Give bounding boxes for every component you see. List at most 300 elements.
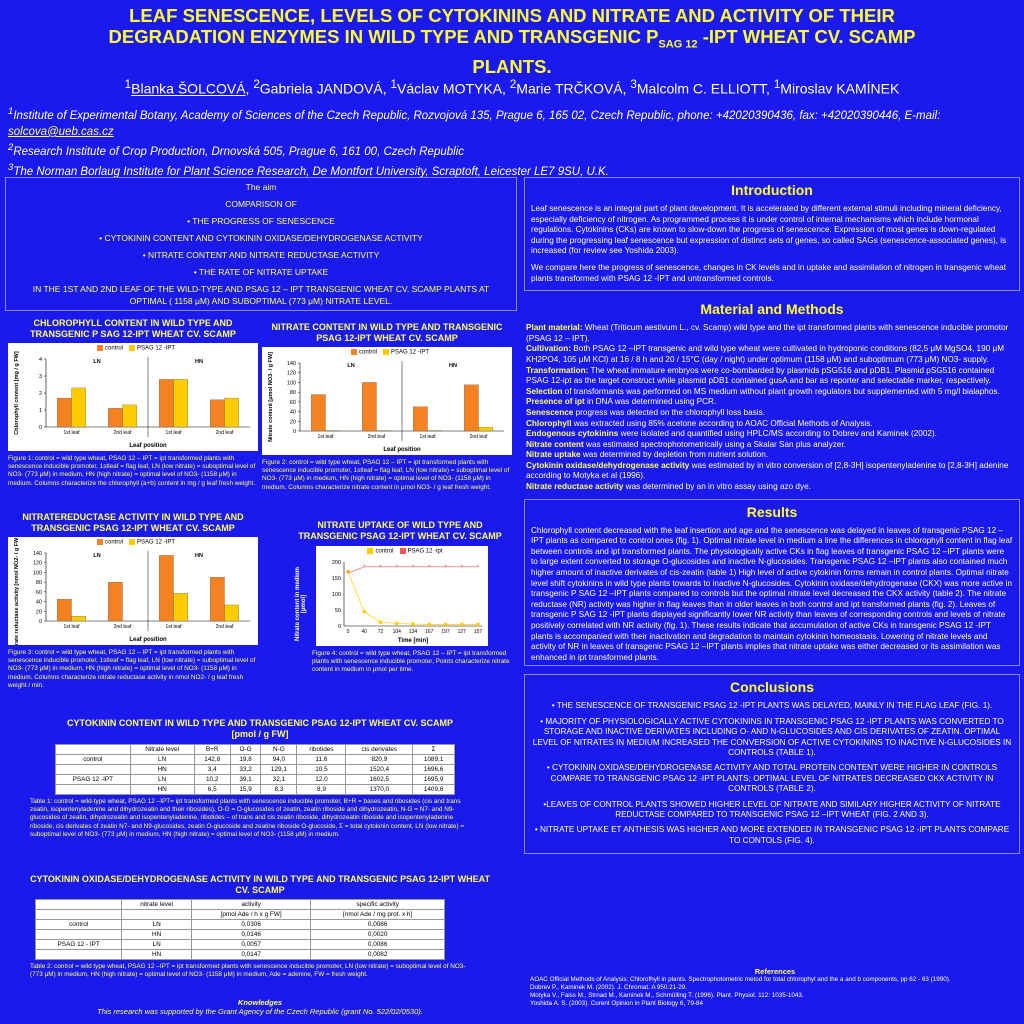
- author-6: Miroslav KAMÍNEK: [780, 80, 900, 97]
- affiliation-1: $^1$Institute of Experimental Botany, Academy of Sciences of the Czech Republic, Rozvojová 135, Prague 6, 165 02, Czech Republic, phone: +42020390436, fax: +42020390446, E-mail: solcova@ueb.cas.cz: [8, 106, 941, 138]
- table-2-caption: Table 2: control = wild type wheat, PSAG 12 –IPT = ipt transformed plants with senescence inducible promoter, LN (low nitrate) = suboptimal level of NO3- (773 μM) in medium, HN (high nitrate) = optimal level of NO3- (1158 μM) in medium, Ade = adenine, FW = fresh weight.: [30, 963, 466, 979]
- methods-heading: Material and Methods: [700, 301, 844, 318]
- x-tick-label: 1st leaf: [165, 624, 182, 630]
- x-tick-label: 134: [408, 629, 418, 635]
- table-1-title: CYTOKININ CONTENT IN WILD TYPE AND TRANSGENIC PSAG 12-IPT WHEAT CV. SCAMP: [66, 718, 454, 728]
- x-tick-label: 104: [392, 629, 401, 635]
- bar-control: [464, 385, 478, 431]
- point-ipt: *: [395, 564, 398, 571]
- methods-item-text: was estimated spectrophotometrically using a Skalar San plus analyzer.: [583, 439, 846, 449]
- legend-swatch-control: [97, 345, 103, 351]
- figure-2-caption: Figure 2: control = wild type wheat, PSAG 12 – IPT = ipt transformed plants with senescence inducible promoter, 1stleaf = flag leaf, LN (low nitrate) = suboptimal level of NO3- (773 μM) in medium, HN (high nitrate) = optimal level of NO3- (1158 μM) in medium. Columns characterize nitrate content in μmol NO3- / g leaf fresh weight.: [262, 459, 510, 491]
- y-tick-label: 80: [289, 390, 296, 397]
- methods-item-key: Chlorophyll: [526, 418, 572, 428]
- methods-item-text: The wheat immature embryos were co-bombarded by plasmids pSG516 and pDB1. Plasmid pSG516 contained PSAG 12-ipt as the target construct while plasmid pDB1 contained gusA and bar as reporter and selectable marker, respectively.: [526, 365, 995, 386]
- bar-ipt: [479, 427, 493, 431]
- methods-item-key: Plant material:: [526, 323, 583, 333]
- conclusions-heading: Conclusions: [729, 679, 814, 696]
- y-tick-label: 4: [38, 357, 42, 363]
- table-2-title: CYTOKININ OXIDASE/DEHYDROGENASE ACTIVITY IN WILD TYPE AND TRANSGENIC PSAG 12-IPT WHEAT CV. SCAMP: [30, 874, 490, 895]
- aim-item: • THE RATE OF NITRATE UPTAKE: [193, 267, 329, 277]
- methods-item: [526, 450, 1018, 461]
- figure-3-title: NITRATEREDUCTASE ACTIVITY IN WILD TYPE AND TRANSGENIC PSAG 12-IPT WHEAT CV. SCAMP: [22, 512, 244, 533]
- chart-svg: [316, 546, 488, 646]
- table-cell: [36, 930, 122, 940]
- bar-control: [362, 382, 376, 431]
- table-cell: 12,0: [297, 775, 346, 785]
- x-axis-label: Leaf position: [383, 447, 421, 453]
- table-cell: HN: [130, 765, 194, 775]
- y-tick-label: 60: [35, 589, 42, 596]
- aim-item: • NITRATE CONTENT AND NITRATE REDUCTASE ACTIVITY: [142, 250, 380, 260]
- title-line2b: -IPT WHEAT CV. SCAMP: [697, 26, 916, 47]
- table-cell: LN: [122, 920, 192, 930]
- figure-1: [8, 318, 258, 488]
- introduction-p1: Leaf senescence is an integral part of plant development. It is accelerated by different external stimuli including mineral deficiency, especially deficiency of nitrogen. As programmed process it is under control of internal mechanisms which include hormonal regulations. Cytokinins (CKs) are known to slow-down the progress of senescence. Expression of most genes is down-regulated during the progressing leaf senescence but expression of distinct sets of genes, so called SAGs (senescence-associated genes), is increased (for review see Yoshida 2003).: [531, 204, 1007, 256]
- table-cell: 10,5: [297, 765, 346, 775]
- table-cell: HN: [122, 950, 192, 960]
- table-header-cell: specific activity: [311, 900, 445, 910]
- figure-2-title: NITRATE CONTENT IN WILD TYPE AND TRANSGENIC PSAG 12-IPT WHEAT CV. SCAMP: [271, 322, 503, 343]
- methods-item-key: Endogenous cytokinins: [526, 429, 619, 439]
- methods-item: [526, 440, 1018, 451]
- legend-swatch-control: [367, 548, 373, 554]
- author-5: Malcolm C. ELLIOTT,: [636, 80, 774, 97]
- methods-item-text: in DNA was determined using PCR.: [584, 397, 717, 407]
- table-cell: 1602,5: [346, 775, 413, 785]
- aim-heading: The aim: [245, 182, 277, 192]
- table-header-row: [36, 910, 445, 920]
- authors: $^1$Blanka ŠOLCOVÁ, $^2$Gabriela JANDOVÁ, $^1$Václav MOTYKA, $^2$Marie TRČKOVÁ, $^3$Malcolm C. ELLIOTT, $^1$Miroslav KAMÍNEK: [124, 78, 900, 97]
- table-cell: 3,4: [194, 765, 230, 775]
- methods-item-text: of transformants was performed on MS medium without plant growth regulators but supplemented with 5 mg/l bialaphos.: [562, 386, 1000, 396]
- methods-item: [526, 408, 1018, 419]
- aim-footer: IN THE 1ST AND 2ND LEAF OF THE WILD-TYPE AND PSAG 12 – IPT TRANSGENIC WHEAT CV. SCAMP PLANTS AT OPTIMAL ( 1158 μM) AND SUBOPTIMAL (773 μM) NITRATE LEVEL.: [32, 284, 490, 306]
- methods-item: [526, 482, 1018, 493]
- legend-label-control: control: [358, 349, 377, 356]
- methods-item: [526, 397, 1018, 408]
- methods-item-text: Wheat (Triticum aestivum L., cv. Scamp) wild type and the ipt transformed plants with senescence inducible promotor (PSAG 12 – IPT).: [526, 323, 1009, 343]
- title-line3: PLANTS.: [472, 55, 552, 77]
- point-control: [395, 622, 398, 625]
- figure-4-ylabel-wrap: [294, 560, 308, 650]
- methods-item-key: Cytokinin oxidase/dehydrogenase activity: [526, 460, 690, 470]
- table-cell: PSAG 12 - IPT: [36, 940, 122, 950]
- x-tick-label: 1st leaf: [165, 430, 182, 436]
- conclusion-item: • THE SENESCENCE OF TRANSGENIC PSAG 12 -IPT PLANTS WAS DELAYED, MAINLY IN THE FLAG LEAF (FIG. 1).: [551, 701, 993, 711]
- figure-4-title: NITRATE UPTAKE OF WILD TYPE AND TRANSGENIC PSAG 12-IPT WHEAT CV. SCAMP: [298, 520, 502, 541]
- bar-control: [210, 577, 224, 621]
- bar-control: [210, 400, 224, 427]
- table-row: [36, 920, 445, 930]
- aim-subheading: COMPARISON OF: [225, 199, 297, 209]
- table-cell: 1089,1: [413, 755, 455, 765]
- legend-label-control: control: [104, 539, 123, 546]
- bar-ipt: [225, 398, 239, 427]
- table-row: [56, 755, 455, 765]
- table-header-cell: Σ: [413, 745, 455, 755]
- methods-item-key: Nitrate uptake: [526, 450, 581, 460]
- x-tick-label: 0: [346, 629, 350, 635]
- methods-item-key: Selection: [526, 386, 563, 396]
- affiliation-3: $^3$The Norman Borlaug Institute for Plant Science Research, De Montfort University, Scraptoft, Leicester LE7 9SU, U.K.: [8, 161, 609, 178]
- table-row: [36, 950, 445, 960]
- bar-ipt: [123, 405, 137, 427]
- table-cell: [36, 950, 122, 960]
- legend-label-control: control: [104, 345, 123, 352]
- y-tick-label: 120: [32, 560, 42, 567]
- y-axis-label: Nitrate content [μmol NO3- / g FW]: [268, 352, 274, 442]
- group-label-hn: HN: [449, 363, 457, 369]
- point-control: [460, 623, 463, 626]
- x-tick-label: 72: [377, 629, 384, 635]
- legend-swatch-ipt: [129, 539, 135, 545]
- table-1-block: [30, 718, 490, 839]
- table-cell: 8,3: [261, 785, 297, 795]
- y-tick-label: 200: [331, 560, 341, 566]
- table-cell: 32,1: [261, 775, 297, 785]
- poster-title: [20, 5, 1004, 77]
- conclusions-box: [524, 674, 1020, 854]
- table-cell: 129,1: [261, 765, 297, 775]
- chart-svg: [262, 347, 512, 455]
- table-row: [56, 785, 455, 795]
- table-header-cell: ribotides: [297, 745, 346, 755]
- table-header-cell: O-G: [230, 745, 261, 755]
- author-sup: 1: [124, 78, 132, 91]
- title-line1: LEAF SENESCENCE, LEVELS OF CYTOKININS AND NITRATE AND ACTIVITY OF THEIR: [129, 5, 895, 26]
- y-axis-label: Nitrate reductase activity [nmol NO2- / g FW / min]: [14, 537, 20, 645]
- figure-4-ylabel: Nitrate content in medium [μmol]: [295, 567, 307, 642]
- table-cell: 1520,4: [346, 765, 413, 775]
- point-control: [363, 610, 366, 613]
- reference-item: AOAC Official Methods of Analysis: Chlorofhyll in plants. Spectrophotometric metod for total chlorophyl and the a and b components, pp 62 - 63 (1990).: [530, 976, 951, 983]
- table-header-cell: Nitrate level: [130, 745, 194, 755]
- table-cell: 1409,6: [413, 785, 455, 795]
- reference-item: Yoshida A. S. (2003). Curent Opinion in Plant Biology 6, 79-84: [530, 1000, 704, 1007]
- methods-item-text: was determined by depletion from nutrient solution.: [580, 450, 769, 460]
- y-tick-label: 140: [32, 551, 42, 557]
- bar-control: [108, 582, 122, 621]
- results-heading: Results: [746, 503, 798, 520]
- legend-label-ipt: PSAG 12 -IPT: [391, 349, 430, 356]
- point-ipt: *: [476, 564, 480, 571]
- bar-ipt: [225, 605, 239, 621]
- y-tick-label: 0: [38, 425, 42, 431]
- methods-item: [526, 419, 1018, 430]
- references-heading: References: [754, 967, 796, 976]
- conclusion-item: •LEAVES OF CONTROL PLANTS SHOWED HIGHER LEVEL OF NITRATE AND SIMILARY HIGHER ACTIVITY OF NITRATE REDUCTASE COMPARED TO TRANSGENIC PSAG 12 –IPT WHEAT (FIG. 2 AND 3).: [543, 799, 1001, 820]
- aim-box: [5, 177, 517, 311]
- group-label-ln: LN: [93, 359, 101, 365]
- y-tick-label: 0: [292, 429, 296, 435]
- table-cell: 0,0146: [191, 930, 310, 940]
- figure-2: [262, 322, 512, 492]
- point-control: [476, 623, 479, 626]
- y-tick-label: 0: [38, 619, 42, 625]
- bar-control: [159, 379, 173, 427]
- chart-legend: [8, 539, 258, 546]
- conclusion-item: • MAJORITY OF PHYSIOLOGICALLY ACTIVE CYTOKININS IN TRANSGENIC PSAG 12 -IPT PLANTS WAS CONVERTED TO STORAGE AND INACTIVE DERIVATES INCLUDING O- AND N-GLUCOSIDES AND CIS DERIVATES OF ZEATIN. OPTIMAL LEVEL OF NITRATES IN MEDIUM INCREASED THE CONVERSION OF ACTIVE CYTOKININS TO INACTIVE N-GLUCOSIDES IN CONTROLS (TABLE 1).: [532, 716, 1012, 757]
- bar-control: [311, 395, 325, 431]
- point-control: [379, 621, 382, 624]
- figure-4: [290, 520, 510, 675]
- figure-4-plot: [316, 546, 488, 646]
- figure-3-caption: Figure 3: control = wild type wheat, PSAG 12 – IPT = ipt transformed plants with senescence inducible promoter, 1stleaf = flag leaf, LN (low nitrate) = suboptimal level of NO3- (773 μM) in medium, HN (high nitrate) = optimal level of NO3- (1158 μM) in medium. Columns characterize nitrate reductase activity in nmol NO2- / g leaf fresh weight / min.: [8, 649, 256, 689]
- methods-item: [526, 323, 1018, 344]
- table-row: [36, 940, 445, 950]
- author-sup: 1: [773, 78, 781, 91]
- group-label-hn: HN: [195, 359, 203, 365]
- table-cell: 0,0086: [311, 920, 445, 930]
- methods-item-key: Nitrate reductase activity: [526, 482, 624, 492]
- x-tick-label: 2nd leaf: [215, 430, 234, 436]
- y-axis-label: Chlorophyll content [mg / g FW]: [14, 351, 20, 435]
- affiliation-1-text: Institute of Experimental Botany, Academy of Sciences of the Czech Republic, Rozvojová 135, Prague 6, 165 02, Czech Republic, phone: +42020390436, fax: +42020390446, E-mail:: [13, 109, 941, 122]
- methods-item-key: Cultivation:: [526, 344, 572, 354]
- y-tick-label: 0: [337, 624, 341, 630]
- y-tick-label: 100: [32, 570, 42, 577]
- bar-control: [57, 599, 71, 621]
- table-cell: 10,2: [194, 775, 230, 785]
- table-cell: 0,0147: [191, 950, 310, 960]
- results-box: [524, 499, 1020, 667]
- author-sup: 1: [390, 78, 397, 91]
- table-1-unit: [pmol / g FW]: [231, 729, 289, 739]
- chart-legend: [8, 345, 258, 352]
- table-header-row: [36, 900, 445, 910]
- y-tick-label: 1: [38, 408, 42, 414]
- table-header-cell: [36, 900, 122, 910]
- point-control: [444, 623, 447, 626]
- author-sup: 2: [253, 78, 260, 91]
- table-cell: 820,9: [346, 755, 413, 765]
- y-tick-label: 20: [35, 609, 42, 616]
- figure-3: [8, 512, 258, 690]
- table-cell: 1696,6: [413, 765, 455, 775]
- affiliation-3-text: The Norman Borlaug Institute for Plant Science Research, De Montfort University, Scraptoft, Leicester LE7 9SU, U.K.: [13, 165, 609, 178]
- bar-control: [413, 407, 427, 431]
- table-cell: 0,0086: [311, 940, 445, 950]
- affiliation-2: $^2$Research Institute of Crop Production, Drnovská 505, Prague 6, 161 00, Czech Republic: [8, 141, 464, 158]
- right-column: [524, 177, 1020, 854]
- x-tick-label: 1st leaf: [419, 434, 436, 440]
- results-text: Chlorophyll content decreased with the leaf insertion and age and the senescence was delayed in leaves of transgenic PSAG 12 –IPT plants as compared to control ones (fig. 1). Optimal nitrate level in medium a line the differences in chlorophyll content in flag leaf between controls and ipt transformed plants. The physiologically active CKs in flag leaves of transgenic PSAG 12 –IPT plants were to large extent converted to storage O-glucosides and inactive N-glucosides. Transgenic PSAG 12 –IPT plants also contained much higher amount of inactive derivates of cis-zeatin (table 1) High level of active cytokinin forms remain in control plants. Optimal nitrate level shift cytokinins in wild type plants towards to inactive N-glucosides. Cytokinin oxidase/dehydrogenase (CKX) was more active in transgenic P SAG 12 –IPT plants compared to controls but the optimal nitrate level decreased the CKX activity (table 2). The nitrate reductase (NR) activity was higher in flag leaves than in older leaves in both control and ipt transformed plants (fig. 2). Leaves of transgenic P SAG 12 -IPT plants displayed significantly lower NR activity than leaves of corresponding controls and levels of nitrate positively correlated with NR activity (fig. 1). These results indicate that accumulation of active CKs in transgenic PSAG 12 -IPT plants is accompanied with their inactivation and degradation to maintain cytokinin homeostasis. Lowering of nitrate levels and activity of NR in leaves of transgenic PSAG 12 –IPT plants implies that nitrate uptake was either decreased or its assimilation was enhanced in ipt transformed plants.: [531, 525, 1013, 662]
- table-row: [36, 930, 445, 940]
- bar-control: [108, 408, 122, 427]
- table-header-cell: [56, 745, 131, 755]
- table-cell: 19,8: [230, 755, 261, 765]
- reference-item: Dobrev P., Kaminek M. (2002). J. Chromat. A 950:21-29.: [530, 984, 688, 991]
- table-cell: 0,0020: [311, 930, 445, 940]
- table-cell: LN: [130, 775, 194, 785]
- x-axis-label: Leaf position: [129, 443, 167, 449]
- methods-item-text: progress was detected on the chlorophyll loss basis.: [573, 407, 765, 417]
- x-tick-label: 157: [473, 629, 483, 635]
- bar-ipt: [72, 616, 86, 621]
- knowledges-heading: Knowledges: [237, 998, 283, 1007]
- table-header-cell: B+R: [194, 745, 230, 755]
- y-tick-label: 100: [331, 592, 341, 598]
- aim-item: • CYTOKININ CONTENT AND CYTOKININ OXIDASE/DEHYDROGENASE ACTIVITY: [99, 233, 423, 243]
- chart-legend: [262, 349, 512, 356]
- methods-section: [524, 301, 1020, 493]
- figure-1-title: CHLOROPHYLL CONTENT IN WILD TYPE AND TRANSGENIC P SAG 12-IPT WHEAT CV. SCAMP: [30, 318, 236, 339]
- methods-item: [526, 366, 1018, 387]
- chart-legend: [316, 548, 488, 555]
- bar-ipt: [174, 379, 188, 427]
- table-cell: 11,6: [297, 755, 346, 765]
- y-tick-label: 40: [289, 409, 296, 416]
- legend-swatch-ipt: [400, 548, 406, 554]
- introduction-heading: Introduction: [731, 182, 813, 198]
- legend-swatch-control: [351, 349, 357, 355]
- figure-1-caption: Figure 1: control = wild type wheat, PSAG 12 – IPT = ipt transformed plants with senescence inducible promoter, 1stleaf = flag leaf, LN (low nitrate) = suboptimal level of NO3- (773 μM) in medium, HN (high nitrate) = optimal level of NO3- (1158 μM) in medium. Columns characterize the chlorophyll (a+b) content in mg / g leaf fresh weight.: [8, 455, 256, 487]
- legend-label-ipt: PSAG 12 -IPT: [137, 345, 176, 352]
- x-tick-label: 1st leaf: [317, 434, 334, 440]
- table-header-cell: [36, 910, 122, 920]
- table-1: [55, 744, 455, 795]
- x-tick-label: 2nd leaf: [113, 430, 132, 436]
- x-axis-label: Time [min]: [397, 638, 429, 644]
- table-cell: control: [36, 920, 122, 930]
- title-subscript: SAG 12: [658, 38, 698, 51]
- chart-svg: [8, 343, 258, 451]
- x-tick-label: 197: [441, 629, 450, 635]
- table-cell: 142,8: [194, 755, 230, 765]
- bar-control: [159, 555, 173, 621]
- reference-item: Motyka V., Faiss M., Strnad M., Kaminek M., Schmülling T. (1996). Plant. Physiol. 112: 1035-1043.: [530, 992, 804, 999]
- knowledges: [10, 998, 510, 1016]
- knowledges-text: This research was supported by the Grant Agency of the Czech Republic (grant No. 522/02/0530).: [97, 1007, 423, 1016]
- point-control: [428, 623, 431, 626]
- introduction-box: [524, 177, 1020, 291]
- x-tick-label: 2nd leaf: [113, 624, 132, 630]
- table-cell: 0,0306: [191, 920, 310, 930]
- table-cell: 1370,0: [346, 785, 413, 795]
- table-cell: HN: [130, 785, 194, 795]
- y-tick-label: 50: [334, 608, 341, 614]
- author-2: Gabriela JANDOVÁ,: [259, 80, 391, 97]
- table-cell: 33,2: [230, 765, 261, 775]
- methods-item-key: Presence of ipt: [526, 397, 585, 407]
- point-ipt: *: [444, 564, 447, 571]
- point-ipt: *: [379, 564, 382, 571]
- table-row: [56, 775, 455, 785]
- y-tick-label: 120: [286, 370, 296, 377]
- methods-item-key: Senescence: [526, 407, 574, 417]
- table-header-cell: activity: [191, 900, 310, 910]
- methods-item-key: Nitrate content: [526, 439, 584, 449]
- table-header-row: [56, 745, 455, 755]
- legend-label-control: control: [375, 548, 394, 555]
- table-row: [56, 765, 455, 775]
- table-cell: [56, 785, 131, 795]
- x-axis-label: Leaf position: [129, 637, 167, 643]
- table-cell: 1695,9: [413, 775, 455, 785]
- methods-item: [526, 429, 1018, 440]
- table-2-block: [30, 874, 490, 979]
- x-tick-label: 127: [457, 629, 466, 635]
- author-3: Václav MOTYKA,: [397, 80, 510, 97]
- bar-ipt: [72, 388, 86, 427]
- table-cell: 94,0: [261, 755, 297, 765]
- author-sup: 2: [509, 78, 517, 91]
- affiliations: [8, 104, 1018, 179]
- series-line-control: [348, 572, 478, 625]
- title-line2a: DEGRADATION ENZYMES IN WILD TYPE AND TRANSGENIC P: [108, 26, 659, 47]
- table-cell: 0,0057: [191, 940, 310, 950]
- x-tick-label: 2nd leaf: [469, 434, 488, 440]
- table-cell: control: [56, 755, 131, 765]
- conclusion-item: • CYTOKININ OXIDASE/DEHYDROGENASE ACTIVITY AND TOTAL PROTEIN CONTENT WERE HIGHER IN CONTROLS COMPARE TO TRANSGENIC PSAG 12 -IPT PLANTS; OPTIMAL LEVEL OF NITRATES DECREASED CKX ACTIVITY IN CONTROLS (TABLE 2).: [546, 763, 998, 794]
- figure-4-caption: Figure 4: control = wild type wheat, PSAG 12 – IPT = ipt transformed plants with senescence inducible promoter, Points characterize nitrate content in medium in μmol per time.: [312, 650, 510, 674]
- x-tick-label: 40: [361, 629, 368, 635]
- point-ipt: *: [428, 564, 431, 571]
- bar-control: [57, 398, 71, 427]
- methods-item: [526, 461, 1018, 482]
- table-header-cell: [122, 910, 192, 920]
- table-cell: 0,0082: [311, 950, 445, 960]
- table-cell: 8,9: [297, 785, 346, 795]
- legend-swatch-ipt: [129, 345, 135, 351]
- legend-label-ipt: PSAG 12 -ipt: [407, 548, 443, 555]
- methods-item-text: were isolated and quantified using HPLC/MS according to Dobrev and Kaminek (2002).: [618, 429, 937, 439]
- aim-item: • THE PROGRESS OF SENESCENCE: [187, 216, 335, 226]
- title-line2: [20, 26, 1004, 56]
- chart-svg: [8, 537, 258, 645]
- methods-item-text: Both PSAG 12 –IPT transgenic and wild type wheat were cultivated in hydroponic conditions (82,5 μM MgSO4, 190 μM KH2PO4, 105 μM KCl) at 16 / 8 h and 20 / 15°C (day / night) under optimum (1158 μM) and suboptimum (773 μM) NO3- supply.: [526, 344, 1005, 364]
- y-tick-label: 80: [35, 580, 42, 587]
- methods-item: [526, 344, 1018, 365]
- y-tick-label: 60: [289, 399, 296, 406]
- y-tick-label: 150: [331, 576, 341, 582]
- y-tick-label: 140: [286, 361, 296, 367]
- table-cell: 15,9: [230, 785, 261, 795]
- table-cell: LN: [130, 755, 194, 765]
- figure-2-plot: [262, 347, 512, 455]
- legend-label-ipt: PSAG 12 -IPT: [137, 539, 176, 546]
- table-cell: PSAG 12 -IPT: [56, 775, 131, 785]
- references: [530, 968, 1020, 1008]
- x-tick-label: 1st leaf: [63, 430, 80, 436]
- introduction-p2: We compare here the progress of senescence, changes in CK levels and in uptake and assimilation of nitrogen in transgenic wheat plants transformed with PSAG 12 -IPT and untransformed controls.: [531, 262, 1006, 283]
- x-tick-label: 167: [425, 629, 434, 635]
- table-cell: HN: [122, 930, 192, 940]
- table-header-cell: nitrate level: [122, 900, 192, 910]
- methods-item: [526, 387, 1018, 398]
- email-link[interactable]: solcova@ueb.cas.cz: [8, 125, 114, 138]
- point-ipt: *: [411, 564, 415, 571]
- table-header-cell: [pmol Ade / h x g FW]: [191, 910, 310, 920]
- author-4: Marie TRČKOVÁ,: [516, 80, 631, 97]
- author-sup: 3: [630, 78, 637, 91]
- bar-ipt: [174, 593, 188, 621]
- table-header-cell: [nmol Ade / mg prot. x h]: [311, 910, 445, 920]
- table-2: [35, 899, 445, 960]
- legend-swatch-control: [97, 539, 103, 545]
- group-label-ln: LN: [93, 553, 101, 559]
- y-tick-label: 20: [289, 419, 296, 426]
- conclusion-item: • NITRATE UPTAKE ET ANTHESIS WAS HIGHER AND MORE EXTENDED IN TRANSGENIC PSAG 12 -IPT PLANTS COMPARE TO CONTOLS (FIG. 4).: [534, 825, 1010, 845]
- group-label-hn: HN: [195, 553, 203, 559]
- y-tick-label: 100: [286, 380, 296, 387]
- group-label-ln: LN: [347, 363, 355, 369]
- point-ipt: *: [460, 564, 463, 571]
- point-control: [411, 622, 414, 625]
- x-tick-label: 1st leaf: [63, 624, 80, 630]
- figure-3-plot: [8, 537, 258, 645]
